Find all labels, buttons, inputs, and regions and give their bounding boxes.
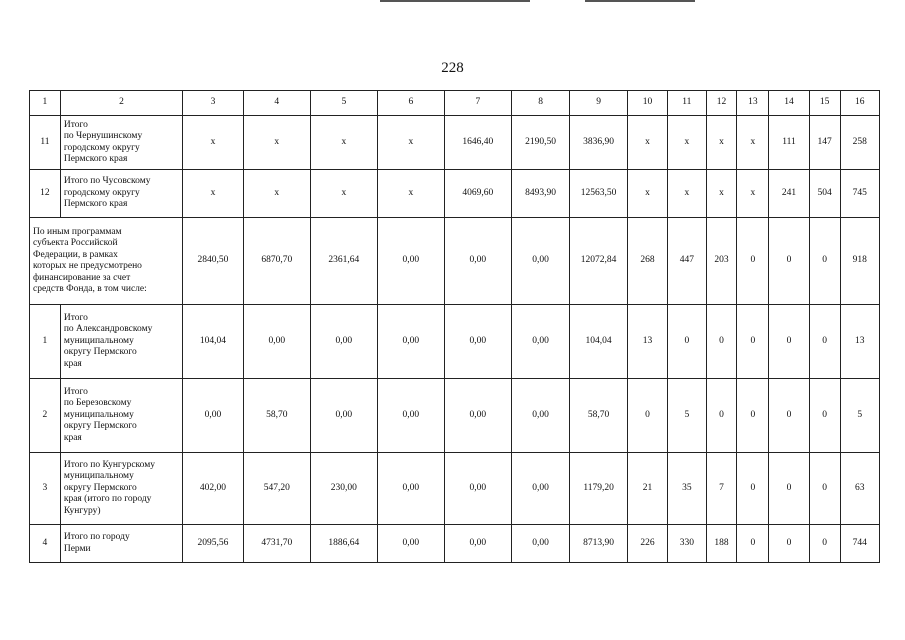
value-cell: 0,00: [377, 379, 444, 453]
value-cell: 0,00: [310, 379, 377, 453]
value-cell: 147: [809, 116, 840, 170]
value-cell: 58,70: [570, 379, 627, 453]
value-cell: 0: [809, 525, 840, 563]
header-cell: 6: [377, 91, 444, 116]
scan-edge-line: [585, 0, 695, 2]
value-cell: 4731,70: [243, 525, 310, 563]
table-row: [30, 379, 880, 453]
value-cell: 0,00: [444, 525, 511, 563]
value-cell: 0: [737, 218, 769, 305]
value-cell: 268: [627, 218, 667, 305]
value-cell: 104,04: [570, 305, 627, 379]
table-row: [30, 305, 880, 379]
value-cell: x: [243, 170, 310, 218]
value-cell: 230,00: [310, 453, 377, 525]
header-cell: 15: [809, 91, 840, 116]
value-cell: 241: [769, 170, 809, 218]
row-number: 1: [30, 305, 61, 379]
value-cell: 402,00: [183, 453, 244, 525]
value-cell: 1886,64: [310, 525, 377, 563]
header-cell: 5: [310, 91, 377, 116]
value-cell: 0,00: [444, 218, 511, 305]
row-number: 2: [30, 379, 61, 453]
value-cell: 0,00: [444, 305, 511, 379]
row-number: 4: [30, 525, 61, 563]
value-cell: 63: [840, 453, 879, 525]
value-cell: 0,00: [377, 453, 444, 525]
header-cell: 2: [60, 91, 182, 116]
value-cell: 13: [627, 305, 667, 379]
value-cell: 6870,70: [243, 218, 310, 305]
value-cell: 188: [706, 525, 737, 563]
value-cell: x: [310, 170, 377, 218]
value-cell: x: [737, 170, 769, 218]
value-cell: 203: [706, 218, 737, 305]
row-label: Итого по городу Перми: [60, 525, 182, 563]
value-cell: 0: [737, 379, 769, 453]
header-cell: 3: [183, 91, 244, 116]
value-cell: 0,00: [377, 218, 444, 305]
value-cell: 0,00: [511, 453, 570, 525]
value-cell: 745: [840, 170, 879, 218]
value-cell: 1179,20: [570, 453, 627, 525]
value-cell: x: [243, 116, 310, 170]
value-cell: x: [183, 170, 244, 218]
value-cell: 0,00: [377, 305, 444, 379]
value-cell: 0,00: [511, 305, 570, 379]
value-cell: 5: [668, 379, 706, 453]
header-cell: 8: [511, 91, 570, 116]
row-label: Итого по Чернушинскому городскому округу Пермского края: [60, 116, 182, 170]
row-label: Итого по Кунгурскому муниципальному округу Пермского края (итого по городу Кунгуру): [60, 453, 182, 525]
value-cell: 0,00: [243, 305, 310, 379]
value-cell: x: [668, 116, 706, 170]
value-cell: 0: [737, 453, 769, 525]
value-cell: 5: [840, 379, 879, 453]
value-cell: 0: [769, 218, 809, 305]
value-cell: x: [183, 116, 244, 170]
value-cell: 2361,64: [310, 218, 377, 305]
table-group-row: [30, 218, 880, 305]
value-cell: 0: [737, 305, 769, 379]
value-cell: x: [668, 170, 706, 218]
value-cell: 12563,50: [570, 170, 627, 218]
value-cell: x: [706, 116, 737, 170]
row-number: 3: [30, 453, 61, 525]
header-cell: 10: [627, 91, 667, 116]
value-cell: 0: [627, 379, 667, 453]
value-cell: 547,20: [243, 453, 310, 525]
value-cell: x: [737, 116, 769, 170]
header-cell: 4: [243, 91, 310, 116]
header-cell: 7: [444, 91, 511, 116]
value-cell: 0,00: [511, 525, 570, 563]
value-cell: 21: [627, 453, 667, 525]
value-cell: 258: [840, 116, 879, 170]
value-cell: 0: [737, 525, 769, 563]
value-cell: 8493,90: [511, 170, 570, 218]
value-cell: 35: [668, 453, 706, 525]
row-label: По иным программам субъекта Российской Федерации, в рамках которых не предусмотрено финансирование за счет средств Фонда, в том числе:: [30, 218, 183, 305]
table-row: [30, 453, 880, 525]
value-cell: 0: [706, 305, 737, 379]
value-cell: 0: [809, 379, 840, 453]
value-cell: 13: [840, 305, 879, 379]
value-cell: x: [377, 116, 444, 170]
header-cell: 1: [30, 91, 61, 116]
scan-edge-line: [380, 0, 530, 2]
value-cell: 2095,56: [183, 525, 244, 563]
value-cell: 0: [769, 305, 809, 379]
value-cell: x: [706, 170, 737, 218]
header-cell: 12: [706, 91, 737, 116]
header-cell: 14: [769, 91, 809, 116]
table-row: [30, 116, 880, 170]
value-cell: 7: [706, 453, 737, 525]
header-cell: 11: [668, 91, 706, 116]
header-cell: 13: [737, 91, 769, 116]
value-cell: x: [377, 170, 444, 218]
value-cell: 1646,40: [444, 116, 511, 170]
value-cell: 111: [769, 116, 809, 170]
row-label: Итого по Березовскому муниципальному округу Пермского края: [60, 379, 182, 453]
value-cell: 447: [668, 218, 706, 305]
value-cell: 744: [840, 525, 879, 563]
value-cell: x: [310, 116, 377, 170]
value-cell: 2840,50: [183, 218, 244, 305]
value-cell: 12072,84: [570, 218, 627, 305]
value-cell: 226: [627, 525, 667, 563]
row-label: Итого по Чусовскому городскому округу Пермского края: [60, 170, 182, 218]
value-cell: 0: [706, 379, 737, 453]
value-cell: 8713,90: [570, 525, 627, 563]
value-cell: 0,00: [310, 305, 377, 379]
row-label: Итого по Александровскому муниципальному округу Пермского края: [60, 305, 182, 379]
value-cell: 0: [668, 305, 706, 379]
data-table: [29, 90, 880, 563]
value-cell: 0: [809, 453, 840, 525]
value-cell: 0: [769, 453, 809, 525]
value-cell: 0: [809, 218, 840, 305]
value-cell: 0,00: [444, 453, 511, 525]
value-cell: 0: [809, 305, 840, 379]
value-cell: x: [627, 116, 667, 170]
value-cell: 330: [668, 525, 706, 563]
value-cell: 0,00: [444, 379, 511, 453]
header-cell: 16: [840, 91, 879, 116]
value-cell: 58,70: [243, 379, 310, 453]
value-cell: x: [627, 170, 667, 218]
value-cell: 504: [809, 170, 840, 218]
header-cell: 9: [570, 91, 627, 116]
value-cell: 0,00: [183, 379, 244, 453]
value-cell: 0,00: [511, 379, 570, 453]
value-cell: 4069,60: [444, 170, 511, 218]
value-cell: 104,04: [183, 305, 244, 379]
value-cell: 2190,50: [511, 116, 570, 170]
table-header-row: [30, 91, 880, 116]
row-number: 11: [30, 116, 61, 170]
value-cell: 0,00: [511, 218, 570, 305]
value-cell: 0: [769, 379, 809, 453]
value-cell: 0: [769, 525, 809, 563]
value-cell: 0,00: [377, 525, 444, 563]
table-row: [30, 525, 880, 563]
table-row: [30, 170, 880, 218]
row-number: 12: [30, 170, 61, 218]
value-cell: 3836,90: [570, 116, 627, 170]
page-number: 228: [441, 60, 464, 76]
value-cell: 918: [840, 218, 879, 305]
